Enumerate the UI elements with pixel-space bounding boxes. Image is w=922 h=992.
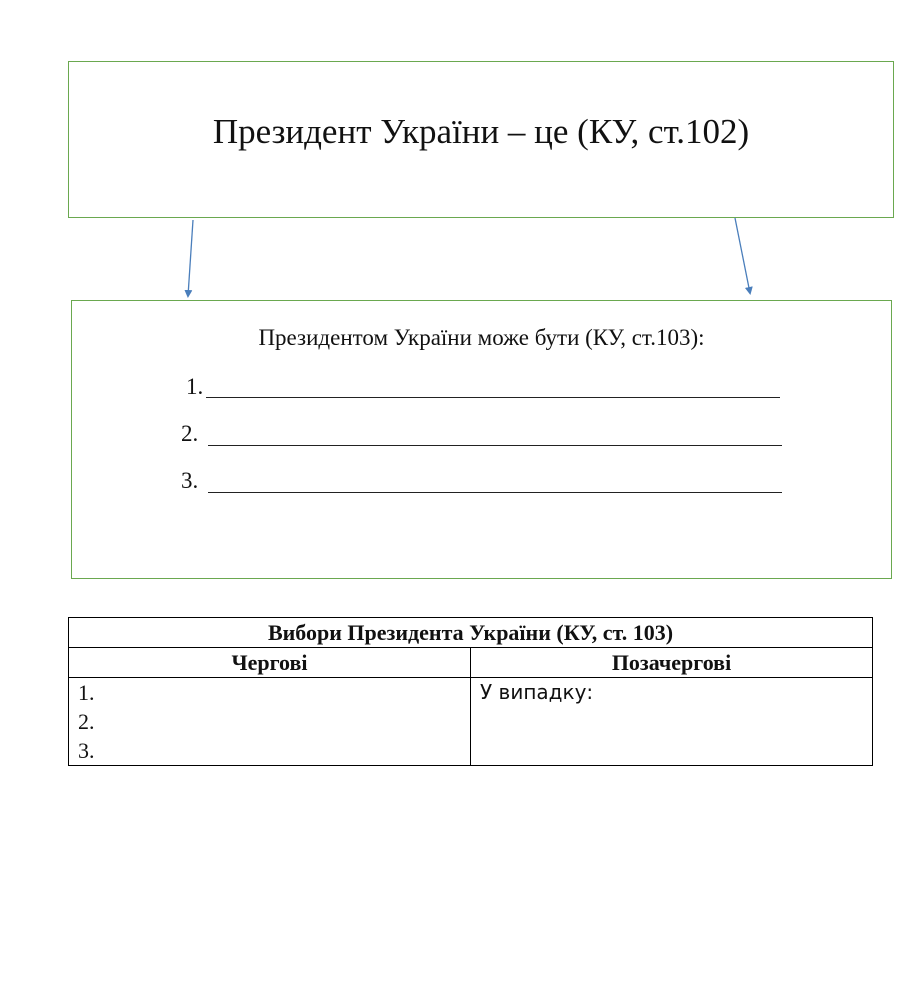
- left-arrow: [188, 220, 193, 296]
- extraordinary-text: У випадку:: [480, 680, 594, 704]
- line-number: 1.: [186, 374, 204, 399]
- blank-rule: [208, 445, 782, 446]
- fill-in-line-2[interactable]: [181, 420, 198, 448]
- table-title: Вибори Президента України (КУ, ст. 103): [69, 618, 873, 648]
- table-title-row: [69, 618, 873, 648]
- line-number: 2.: [181, 421, 199, 446]
- extraordinary-elections-cell[interactable]: [471, 678, 873, 766]
- definition-box: [68, 61, 894, 218]
- list-item: 1.: [78, 680, 95, 705]
- column-header-extraordinary: Позачергові: [471, 648, 873, 678]
- right-arrow: [735, 218, 750, 293]
- table-header-row: [69, 648, 873, 678]
- table-row: [69, 678, 873, 766]
- list-item: 2.: [78, 709, 95, 734]
- column-header-regular: Чергові: [69, 648, 471, 678]
- regular-elections-cell[interactable]: [69, 678, 471, 766]
- definition-box-title: Президент України – це (КУ, ст.102): [212, 112, 750, 151]
- blank-rule: [206, 397, 780, 398]
- eligibility-box-title: Президентом України може бути (КУ, ст.103):: [258, 325, 705, 350]
- line-number: 3.: [181, 468, 199, 493]
- blank-rule: [208, 492, 782, 493]
- fill-in-line-1[interactable]: [186, 373, 203, 401]
- fill-in-line-3[interactable]: [181, 467, 198, 495]
- list-item: 3.: [78, 738, 95, 763]
- elections-table: [68, 617, 873, 766]
- eligibility-box: [71, 300, 892, 579]
